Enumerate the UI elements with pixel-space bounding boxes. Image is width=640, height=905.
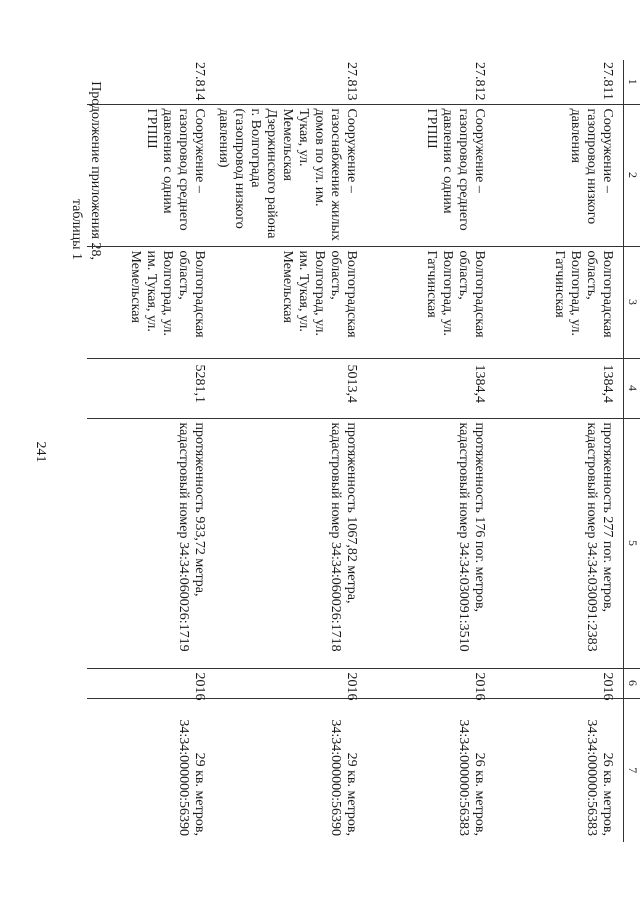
- header-col-2: 2: [624, 104, 640, 246]
- table-row: [368, 60, 496, 842]
- header-row: [624, 60, 640, 842]
- object-params: протяженность 933,72 метра, кадастровый номер 34:34:060026:1719: [88, 418, 216, 668]
- object-year: 2016: [368, 668, 496, 698]
- object-params: протяженность 277 пог. метров, кадастровый номер 34:34:030091:2383: [496, 418, 624, 668]
- object-address: Волгоградская область, Волгоград, ул. им. Тукая, ул. Мемельская: [216, 246, 368, 358]
- land-plot: 26 кв. метров, 34:34:000000:56383: [496, 698, 624, 842]
- rotated-table-container: [108, 60, 640, 842]
- object-year: 2016: [216, 668, 368, 698]
- object-value: 5013,4: [216, 358, 368, 418]
- object-value: 1384,4: [496, 358, 624, 418]
- object-name: Сооружение – газопровод среднего давления с одним ГРПШ: [88, 104, 216, 246]
- header-col-7: 7: [624, 698, 640, 842]
- object-address: Волгоградская область, Волгоград, ул. Гатчинская: [496, 246, 624, 358]
- row-number: 27.811: [600, 62, 615, 100]
- header-col-5: 5: [624, 418, 640, 668]
- object-name: Сооружение – газопровод среднего давления с одним ГРПШ: [368, 104, 496, 246]
- header-col-4: 4: [624, 358, 640, 418]
- land-plot: 29 кв. метров, 34:34:000000:56390: [216, 698, 368, 842]
- row-number: 27.812: [472, 62, 488, 101]
- object-address: Волгоградская область, Волгоград, ул. Гатчинская: [368, 246, 496, 358]
- object-value: 5281,1: [88, 358, 216, 418]
- object-year: 2016: [88, 668, 216, 698]
- object-params: протяженность 176 пог. метров, кадастровый номер 34:34:030091:3510: [368, 418, 496, 668]
- header-col-3: 3: [624, 246, 640, 358]
- caption-line-2: таблицы 1: [69, 198, 84, 260]
- table-row: [88, 60, 216, 842]
- page-number: 241: [33, 441, 48, 463]
- object-name: Сооружение – газоснабжение жилых домов по ул. им. Тукая, ул. Мемельская Дзержинского района г. Волгограда (газопровод низкого давления): [216, 104, 368, 246]
- table-row: [216, 60, 368, 842]
- header-col-1: 1: [624, 60, 640, 104]
- land-plot: 29 кв. метров, 34:34:000000:56390: [88, 698, 216, 842]
- land-plot: 26 кв. метров, 34:34:000000:56383: [368, 698, 496, 842]
- row-number: 27.813: [344, 62, 360, 101]
- object-year: 2016: [496, 668, 624, 698]
- object-value: 1384,4: [368, 358, 496, 418]
- data-table: [88, 60, 640, 842]
- header-col-6: 6: [624, 668, 640, 698]
- row-number: 27.814: [192, 62, 208, 101]
- object-params: протяженность 1067,82 метра, кадастровый номер 34:34:060026:1718: [216, 418, 368, 668]
- object-name: Сооружение – газопровод низкого давления: [496, 104, 624, 246]
- caption-line-1: Продолжение приложения 28,: [88, 81, 103, 260]
- table-row: [496, 60, 624, 842]
- object-address: Волгоградская область, Волгоград, ул. им. Тукая, ул. Мемельская: [88, 246, 216, 358]
